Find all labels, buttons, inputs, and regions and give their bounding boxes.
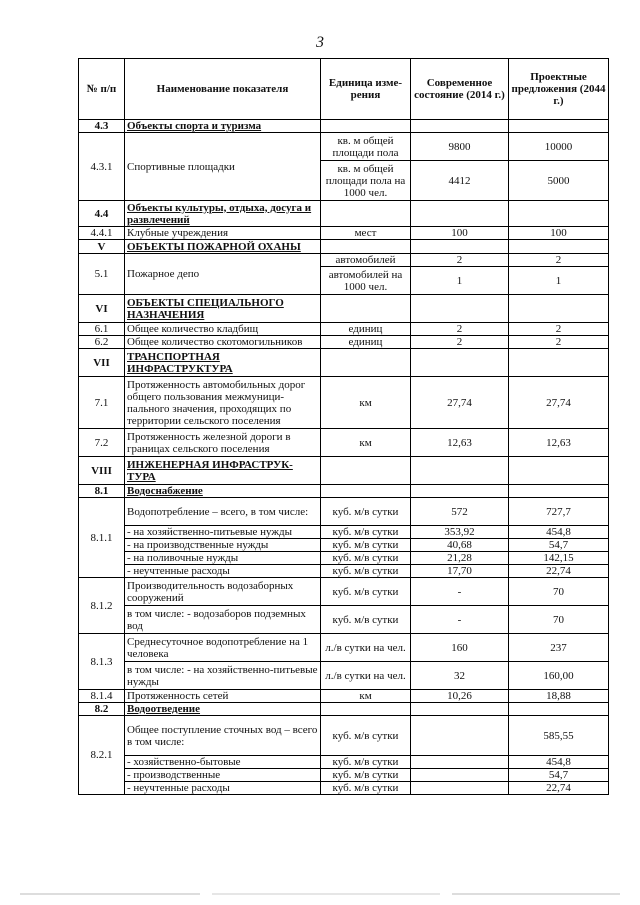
indicator-name-cell: Водоснабжение — [125, 485, 321, 498]
current-value-cell: 1 — [411, 267, 509, 295]
table-row — [79, 254, 609, 267]
project-value-cell: 100 — [509, 227, 609, 240]
indicator-name-cell: Общее поступление сточных вод – всего в том числе: — [125, 716, 321, 756]
unit-cell: кв. м общей площади пола на 1000 чел. — [321, 161, 411, 201]
indicator-name-cell: Пожарное депо — [125, 254, 321, 295]
header-project: Проектные предложения (2044 г.) — [509, 59, 609, 120]
indicator-name-cell: Объекты спорта и туризма — [125, 120, 321, 133]
table-row — [79, 349, 609, 377]
table-row — [79, 133, 609, 161]
project-value-cell — [509, 485, 609, 498]
unit-cell: кв. м общей площади пола — [321, 133, 411, 161]
unit-cell: куб. м/в сутки — [321, 539, 411, 552]
table-row — [79, 498, 609, 526]
current-value-cell: 17,70 — [411, 565, 509, 578]
unit-cell: единиц — [321, 323, 411, 336]
project-value-cell: 2 — [509, 336, 609, 349]
current-value-cell — [411, 201, 509, 227]
row-number-cell: 8.1.2 — [79, 578, 125, 634]
indicator-name-cell: ОБЪЕКТЫ ПОЖАРНОЙ ОХАНЫ — [125, 240, 321, 254]
current-value-cell — [411, 120, 509, 133]
table-row — [79, 323, 609, 336]
current-value-cell: 4412 — [411, 161, 509, 201]
table-row — [79, 552, 609, 565]
row-number-cell: 8.2.1 — [79, 716, 125, 795]
indicator-name-cell: в том числе: - на хозяйственно-питьевые нужды — [125, 662, 321, 690]
unit-cell: куб. м/в сутки — [321, 606, 411, 634]
unit-cell — [321, 703, 411, 716]
unit-cell — [321, 349, 411, 377]
current-value-cell: 353,92 — [411, 526, 509, 539]
project-value-cell: 727,7 — [509, 498, 609, 526]
unit-cell — [321, 120, 411, 133]
unit-cell: автомобилей на 1000 чел. — [321, 267, 411, 295]
unit-cell: куб. м/в сутки — [321, 552, 411, 565]
indicator-name-cell: ТРАНСПОРТНАЯ ИНФРАСТРУКТУРА — [125, 349, 321, 377]
table-row — [79, 578, 609, 606]
indicator-name-cell: Производительность водозаборных сооружений — [125, 578, 321, 606]
current-value-cell: - — [411, 578, 509, 606]
current-value-cell — [411, 782, 509, 795]
current-value-cell: 2 — [411, 323, 509, 336]
project-value-cell — [509, 457, 609, 485]
current-value-cell: 160 — [411, 634, 509, 662]
table-row — [79, 756, 609, 769]
indicator-name-cell: Водопотребление – всего, в том числе: — [125, 498, 321, 526]
header-name: Наименование показателя — [125, 59, 321, 120]
project-value-cell: 160,00 — [509, 662, 609, 690]
row-number-cell: 7.1 — [79, 377, 125, 429]
project-value-cell: 2 — [509, 323, 609, 336]
indicator-name-cell: ОБЪЕКТЫ СПЕЦИАЛЬНОГО НАЗНАЧЕНИЯ — [125, 295, 321, 323]
current-value-cell — [411, 756, 509, 769]
unit-cell: куб. м/в сутки — [321, 526, 411, 539]
unit-cell: км — [321, 377, 411, 429]
scan-edge-line — [20, 893, 620, 895]
indicator-name-cell: ИНЖЕНЕРНАЯ ИНФРАСТРУК-ТУРА — [125, 457, 321, 485]
table-row — [79, 377, 609, 429]
current-value-cell — [411, 349, 509, 377]
project-value-cell: 54,7 — [509, 539, 609, 552]
current-value-cell: 21,28 — [411, 552, 509, 565]
table-header-row — [79, 59, 609, 120]
project-value-cell: 70 — [509, 606, 609, 634]
indicator-name-cell: - неучтенные расходы — [125, 565, 321, 578]
table-row — [79, 539, 609, 552]
row-number-cell: 4.4 — [79, 201, 125, 227]
row-number-cell: 7.2 — [79, 429, 125, 457]
indicator-name-cell: Водоотведение — [125, 703, 321, 716]
current-value-cell: 40,68 — [411, 539, 509, 552]
project-value-cell: 5000 — [509, 161, 609, 201]
project-value-cell — [509, 120, 609, 133]
table-row — [79, 336, 609, 349]
project-value-cell — [509, 349, 609, 377]
indicator-name-cell: Общее количество скотомогильников — [125, 336, 321, 349]
indicator-name-cell: Общее количество кладбищ — [125, 323, 321, 336]
indicator-name-cell: - неучтенные расходы — [125, 782, 321, 795]
table-body — [79, 120, 609, 795]
current-value-cell — [411, 703, 509, 716]
table-row — [79, 662, 609, 690]
unit-cell: автомобилей — [321, 254, 411, 267]
page-number: 3 — [316, 34, 324, 51]
current-value-cell: 12,63 — [411, 429, 509, 457]
indicator-name-cell: Протяженность железной дороги в границах сельского поселения — [125, 429, 321, 457]
unit-cell: куб. м/в сутки — [321, 565, 411, 578]
unit-cell: куб. м/в сутки — [321, 716, 411, 756]
project-value-cell: 1 — [509, 267, 609, 295]
indicator-name-cell: Протяженность сетей — [125, 690, 321, 703]
table-row — [79, 227, 609, 240]
table-row — [79, 485, 609, 498]
unit-cell: куб. м/в сутки — [321, 578, 411, 606]
row-number-cell: 8.1.1 — [79, 498, 125, 578]
current-value-cell — [411, 457, 509, 485]
project-value-cell: 10000 — [509, 133, 609, 161]
table-row — [79, 606, 609, 634]
unit-cell: единиц — [321, 336, 411, 349]
project-value-cell: 454,8 — [509, 526, 609, 539]
current-value-cell: 32 — [411, 662, 509, 690]
current-value-cell: 9800 — [411, 133, 509, 161]
row-number-cell: 8.1.4 — [79, 690, 125, 703]
table-row — [79, 782, 609, 795]
current-value-cell: 2 — [411, 336, 509, 349]
current-value-cell — [411, 716, 509, 756]
current-value-cell — [411, 485, 509, 498]
current-value-cell: 572 — [411, 498, 509, 526]
header-current: Современное состояние (2014 г.) — [411, 59, 509, 120]
indicator-name-cell: в том числе: - водозаборов подземных вод — [125, 606, 321, 634]
indicator-name-cell: - производственные — [125, 769, 321, 782]
indicator-name-cell: Спортивные площадки — [125, 133, 321, 201]
indicator-name-cell: Протяженность автомобильных дорог общего пользования межмуници-пального значения, проходящих по территории сельского поселения — [125, 377, 321, 429]
project-value-cell — [509, 295, 609, 323]
row-number-cell: VIII — [79, 457, 125, 485]
unit-cell: км — [321, 429, 411, 457]
project-value-cell: 454,8 — [509, 756, 609, 769]
current-value-cell — [411, 240, 509, 254]
project-value-cell: 54,7 — [509, 769, 609, 782]
unit-cell — [321, 485, 411, 498]
unit-cell: куб. м/в сутки — [321, 769, 411, 782]
current-value-cell — [411, 295, 509, 323]
row-number-cell: 5.1 — [79, 254, 125, 295]
project-value-cell: 142,15 — [509, 552, 609, 565]
table-row — [79, 240, 609, 254]
unit-cell: л./в сутки на чел. — [321, 634, 411, 662]
row-number-cell: VI — [79, 295, 125, 323]
row-number-cell: 8.1 — [79, 485, 125, 498]
table-row — [79, 634, 609, 662]
indicator-name-cell: - на хозяйственно-питьевые нужды — [125, 526, 321, 539]
row-number-cell: 4.3.1 — [79, 133, 125, 201]
project-value-cell: 22,74 — [509, 782, 609, 795]
project-value-cell: 12,63 — [509, 429, 609, 457]
unit-cell: куб. м/в сутки — [321, 756, 411, 769]
indicator-name-cell: Объекты культуры, отдыха, досуга и развлечений — [125, 201, 321, 227]
unit-cell — [321, 457, 411, 485]
unit-cell: км — [321, 690, 411, 703]
header-num: № п/п — [79, 59, 125, 120]
header-unit: Единица изме-рения — [321, 59, 411, 120]
project-value-cell: 2 — [509, 254, 609, 267]
project-value-cell: 27,74 — [509, 377, 609, 429]
project-value-cell: 70 — [509, 578, 609, 606]
table-row — [79, 295, 609, 323]
indicators-table — [78, 58, 609, 795]
indicator-name-cell: - на производственные нужды — [125, 539, 321, 552]
table-row — [79, 703, 609, 716]
current-value-cell: - — [411, 606, 509, 634]
row-number-cell: 8.2 — [79, 703, 125, 716]
table-row — [79, 565, 609, 578]
indicator-name-cell: Клубные учреждения — [125, 227, 321, 240]
unit-cell: куб. м/в сутки — [321, 782, 411, 795]
row-number-cell: VII — [79, 349, 125, 377]
project-value-cell — [509, 201, 609, 227]
unit-cell: л./в сутки на чел. — [321, 662, 411, 690]
current-value-cell: 27,74 — [411, 377, 509, 429]
project-value-cell: 18,88 — [509, 690, 609, 703]
row-number-cell: 6.1 — [79, 323, 125, 336]
unit-cell — [321, 295, 411, 323]
row-number-cell: 4.3 — [79, 120, 125, 133]
project-value-cell — [509, 240, 609, 254]
current-value-cell: 2 — [411, 254, 509, 267]
table-row — [79, 120, 609, 133]
table-row — [79, 716, 609, 756]
table-row — [79, 690, 609, 703]
current-value-cell — [411, 769, 509, 782]
indicator-name-cell: - на поливочные нужды — [125, 552, 321, 565]
row-number-cell: 8.1.3 — [79, 634, 125, 690]
row-number-cell: 6.2 — [79, 336, 125, 349]
table-row — [79, 769, 609, 782]
table-row — [79, 201, 609, 227]
table-row — [79, 526, 609, 539]
table-row — [79, 429, 609, 457]
unit-cell: куб. м/в сутки — [321, 498, 411, 526]
row-number-cell: V — [79, 240, 125, 254]
unit-cell — [321, 240, 411, 254]
current-value-cell: 100 — [411, 227, 509, 240]
project-value-cell — [509, 703, 609, 716]
indicator-name-cell: Среднесуточное водопотребление на 1 человека — [125, 634, 321, 662]
unit-cell — [321, 201, 411, 227]
unit-cell: мест — [321, 227, 411, 240]
indicator-name-cell: - хозяйственно-бытовые — [125, 756, 321, 769]
row-number-cell: 4.4.1 — [79, 227, 125, 240]
project-value-cell: 237 — [509, 634, 609, 662]
table-row — [79, 457, 609, 485]
current-value-cell: 10,26 — [411, 690, 509, 703]
project-value-cell: 22,74 — [509, 565, 609, 578]
project-value-cell: 585,55 — [509, 716, 609, 756]
